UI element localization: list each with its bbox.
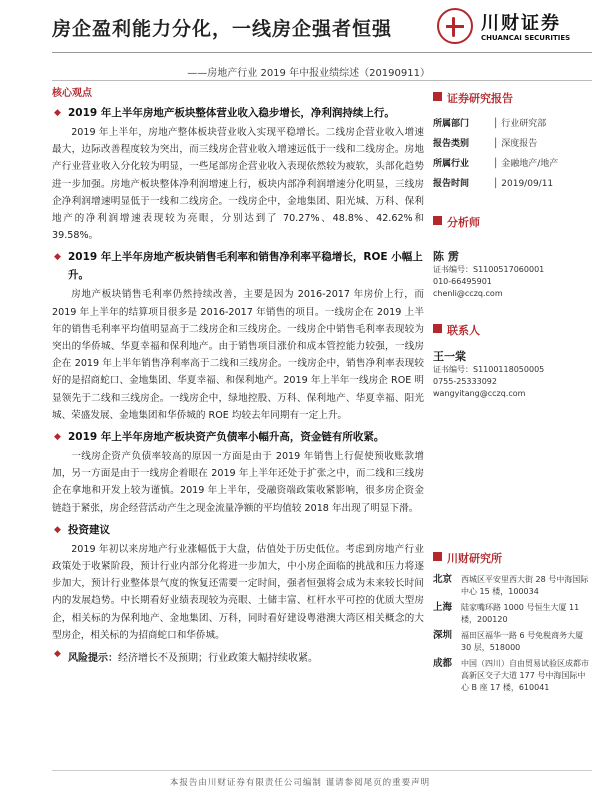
section-heading: ◆ 投资建议	[52, 521, 424, 539]
analyst-phone: 010-66495901	[433, 277, 492, 286]
info-row: 报告时间 │ 2019/09/11	[433, 179, 554, 189]
risk-text: 经济增长不及预期；行业政策大幅持续收紧。	[118, 653, 318, 665]
contact-name: 王一棠	[433, 350, 466, 363]
logo-icon	[437, 8, 473, 44]
section-heading: ◆ 2019 年上半年房地产板块资产负债率小幅升高，资金链有所收紧。	[52, 428, 424, 446]
report-heading: 证券研究报告	[433, 90, 593, 106]
analyst-cert: 证书编号：S1100517060001	[433, 265, 545, 274]
office-shanghai: 上海 陆家嘴环路 1000 号恒生大厦 11 楼，200120	[433, 602, 580, 624]
contact-cert: 证书编号：S1100118050005	[433, 365, 545, 374]
office-shenzhen: 深圳 福田区福华一路 6 号免税商务大厦 30 层，518000	[433, 630, 584, 652]
header-divider	[52, 52, 592, 53]
analyst-name: 陈 雳	[433, 250, 459, 263]
section-heading: ◆ 2019 年上半年房地产板块整体营业收入稳步增长，净利润持续上行。	[52, 104, 424, 122]
section-paragraph: 房地产板块销售毛利率仍然持续改善，主要是因为 2016-2017 年房价上行，而 2019 年上半年的结算项目很多是 2016-2017 年销售的项目。一线房企在 2019 上半年的销售毛利率平均值明显高于二线房企和三线房企。一线房企中销售毛利率表现较为突出的华侨城、华夏幸福和保利地产。由于销售项目涨价和成本管控能力较强，一线房企在 2019 年上半年销售净利率高于二线和三线房企。一线房企中，销售净利率表现较好的是招商蛇口、金地集团、华夏幸福、和保利地产。2019 年上半年一线房企 ROE 明显领先于二线和三线房企。一线房企中，绿地控股、万科、保利地产、华夏幸福、阳光城、荣盛发展、金地集团和华侨城的 ROE 均较去年同期有一定上升。	[52, 289, 424, 421]
office-chengdu: 成都 中国（四川）自由贸易试验区成都市高新区交子大道 177 号中海国际中心 B 座 17 楼，610041	[433, 658, 589, 692]
sidebar	[433, 90, 593, 694]
analyst-heading: 分析师	[433, 214, 593, 230]
institute-heading: 川财研究所	[433, 550, 593, 566]
key-points-label: 核心观点	[52, 88, 92, 99]
section-paragraph: 2019 年上半年，房地产整体板块营业收入实现平稳增长。二线房企营业收入增速最大，边际改善程度较为突出，而三线房企营业收入增速远低于一线和二线房企。房地产行业营业收入分化较为明显，一些尾部房企营业收入表现依然较为疲软，头部化趋势进一步加强。房地产板块整体净利润增速上行，板块内部净利润增速分化明显，三线房企净利润增速明显低于一线和二线房企。一线房企中，金地集团、阳光城、万科、保利地产的净利润增速表现较为亮眼，分别达到了 70.27%、48.8%、42.62%和 39.58%。	[52, 127, 424, 242]
subtitle-divider	[52, 80, 592, 81]
footer-disclaimer: 本报告由川财证券有限责任公司编制 谨请参阅尾页的重要声明	[169, 778, 431, 788]
contact-phone: 0755-25333092	[433, 377, 497, 386]
info-row: 报告类别 │ 深度报告	[433, 139, 538, 149]
info-row: 所属部门 │ 行业研究部	[433, 119, 547, 129]
footer-divider	[52, 770, 592, 771]
risk-warning	[52, 649, 424, 664]
section-paragraph: 一线房企资产负债率较高的原因一方面是由于 2019 年销售上行促使预收账款增加，另一方面是由于一线房企着眼在 2019 年上半年还处于扩张之中，而二线和三线房企在拿地和开发上较为谨慎。2019 年上半年，受融资端政策收紧影响，很多房企资金链趋于紧张，房企经营活动产生之现金流量净额的平均值较 2018 年出现了明显下滑。	[52, 451, 424, 514]
contact-heading: 联系人	[433, 322, 593, 338]
info-row: 所属行业 │ 金融地产/地产	[433, 159, 559, 169]
report-title: 房企盈利能力分化，一线房企强者恒强	[52, 18, 393, 40]
report-subtitle: ——房地产行业 2019 年中报业绩综述（20190911）	[187, 68, 430, 79]
contact-email[interactable]: wangyitang@cczq.com	[433, 389, 526, 398]
logo-name-en: CHUANCAI SECURITIES	[481, 34, 571, 42]
analyst-email[interactable]: chenli@cczq.com	[433, 289, 503, 298]
company-logo	[437, 8, 587, 48]
section-paragraph: 2019 年初以来房地产行业涨幅低于大盘，估值处于历史低位。考虑到房地产行业政策处于收紧阶段，预计行业内部分化将进一步加大，中小房企面临的挑战和压力将逐步加大，预计行业整体景气度的恢复还需要一定时间，强者恒强将会成为未来较长时间内的发展趋势。中长期看好业绩表现较为亮眼、土储丰富、杠杆水平可控的优质大型房企，相关标的为保利地产、金地集团、万科，同时看好建设粤港澳大湾区相关概念的大型房企，相关标的为招商蛇口和华侨城。	[52, 543, 424, 641]
risk-label: 风险提示：	[68, 653, 118, 665]
logo-name-cn: 川财证券	[481, 13, 561, 34]
section-heading: ◆ 2019 年上半年房地产板块销售毛利率和销售净利率平稳增长，ROE 小幅上升。	[52, 248, 424, 284]
main-content	[52, 84, 424, 664]
office-beijing: 北京 西城区平安里西大街 28 号中海国际中心 15 楼，100034	[433, 574, 589, 596]
